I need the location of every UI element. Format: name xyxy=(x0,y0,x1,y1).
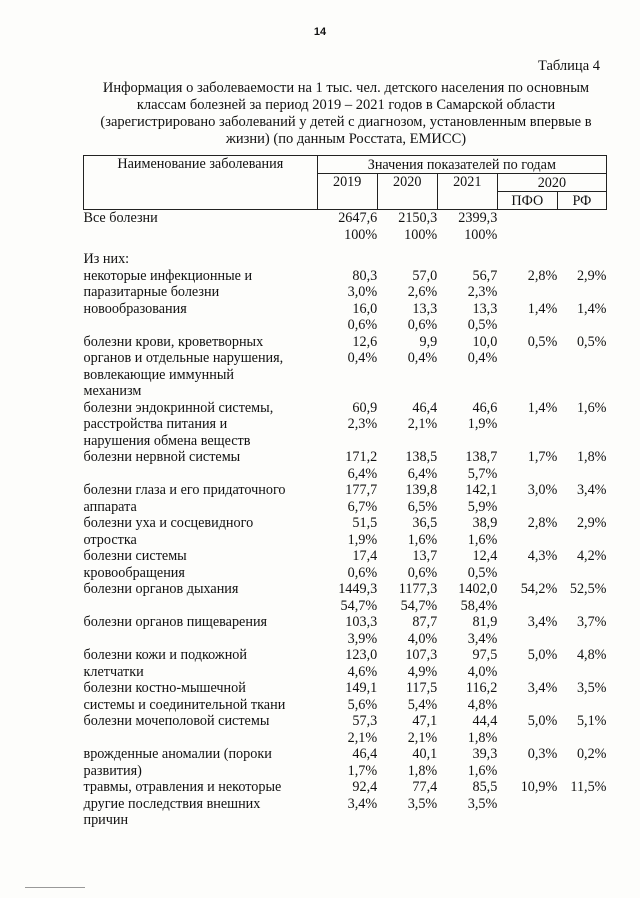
cell-rf: 52,5% xyxy=(569,581,607,597)
cell-rf: 1,4% xyxy=(576,300,607,317)
value-y2020-line: 5,4% xyxy=(407,696,438,713)
value-y2019-line: 1,9% xyxy=(347,531,378,548)
cell-disease-name xyxy=(84,647,318,680)
cell-disease-name xyxy=(84,449,318,482)
disease-name-line: болезни глаза и его придаточного xyxy=(83,482,286,498)
disease-name-line: болезни уха и сосцевидного xyxy=(83,515,254,531)
header-disease-name: Наименование заболевания xyxy=(84,156,318,210)
table-title: Информация о заболеваемости на 1 тыс. чел. детского населения по основным классам болезней за период 2019 – 2021 годов в Самарской области (зарегистрировано заболеваний у детей с диагнозом, установленным впервые в жизни) (по данным Росстата, ЕМИСС) xyxy=(100,80,592,147)
header-year-2019: 2019 xyxy=(317,174,377,210)
header-year-2021: 2021 xyxy=(437,174,497,210)
cell-y2019 xyxy=(317,210,377,244)
disease-name-line: болезни мочеполовой системы xyxy=(83,713,270,729)
value-y2019-line: 60,9 xyxy=(352,399,378,416)
value-y2019-line: 4,6% xyxy=(347,663,378,680)
cell-rf: 2,9% xyxy=(576,267,607,284)
value-y2020-line: 54,7% xyxy=(400,597,438,614)
cell-y2019 xyxy=(317,400,377,450)
disease-name-line: новообразования xyxy=(83,300,187,317)
cell-y2019 xyxy=(317,647,377,680)
value-y2020-line: 3,5% xyxy=(407,795,438,812)
table-row xyxy=(84,301,607,334)
value-y2021-line: 0,5% xyxy=(467,317,498,333)
value-y2021-line: 44,4 xyxy=(472,713,498,729)
value-y2019-line: 6,4% xyxy=(347,465,378,482)
cell-rf xyxy=(557,251,606,268)
cell-y2019 xyxy=(317,334,377,400)
cell-rf: 2,9% xyxy=(576,515,607,531)
header-year-2020-comparison: 2020 xyxy=(497,174,606,192)
cell-y2021 xyxy=(437,400,497,450)
cell-disease-name xyxy=(84,746,318,779)
header-pfo: ПФО xyxy=(497,192,557,210)
value-y2019-line: 0,6% xyxy=(347,317,378,333)
disease-name-line: травмы, отравления и некоторые xyxy=(83,779,282,795)
cell-pfo: 2,8% xyxy=(527,515,558,531)
value-y2020-line: 0,6% xyxy=(407,564,438,581)
value-y2020-line: 2,1% xyxy=(407,416,438,432)
value-y2020-line: 13,3 xyxy=(412,300,438,317)
cell-y2021 xyxy=(437,210,497,244)
cell-y2020 xyxy=(377,251,437,268)
value-y2021-line: 97,5 xyxy=(472,647,498,663)
value-y2019-line: 54,7% xyxy=(340,597,378,614)
table-row xyxy=(84,515,607,548)
value-y2019-line: 51,5 xyxy=(352,515,378,531)
value-y2019-line: 0,6% xyxy=(347,564,378,581)
value-y2020-line: 40,1 xyxy=(412,746,438,762)
value-y2020-line: 0,6% xyxy=(407,317,438,333)
cell-rf: 0,5% xyxy=(576,333,607,350)
value-y2020-line: 107,3 xyxy=(405,647,438,663)
cell-y2019 xyxy=(317,482,377,515)
table-row xyxy=(84,581,607,614)
cell-y2021 xyxy=(437,680,497,713)
cell-rf: 0,2% xyxy=(576,746,607,762)
cell-disease-name xyxy=(84,515,318,548)
value-y2020-line: 139,8 xyxy=(405,482,438,498)
cell-pfo: 0,5% xyxy=(527,333,558,350)
disease-name-line: развития) xyxy=(83,762,142,779)
value-y2020-line: 9,9 xyxy=(419,333,438,350)
cell-disease-name xyxy=(84,400,318,450)
value-y2020-line: 117,5 xyxy=(405,680,438,696)
value-y2021-line: 5,9% xyxy=(467,498,498,515)
cell-pfo: 54,2% xyxy=(520,581,558,597)
table-row xyxy=(84,251,607,268)
cell-y2021 xyxy=(437,647,497,680)
value-y2019-line: 12,6 xyxy=(352,333,378,350)
cell-pfo: 1,7% xyxy=(527,449,558,465)
cell-disease-name xyxy=(84,251,318,268)
cell-disease-name xyxy=(84,334,318,400)
cell-y2020 xyxy=(377,647,437,680)
value-y2020-line: 6,5% xyxy=(407,498,438,515)
table-body xyxy=(84,210,607,829)
value-y2021-line: 100% xyxy=(464,226,498,243)
header-rf: РФ xyxy=(557,192,606,210)
value-y2019-line: 92,4 xyxy=(352,779,378,795)
value-y2020-line: 47,1 xyxy=(412,713,438,729)
cell-y2019 xyxy=(317,779,377,829)
cell-pfo xyxy=(497,251,557,268)
disease-name-line: болезни системы xyxy=(83,548,187,564)
table-row xyxy=(84,614,607,647)
table-row xyxy=(84,449,607,482)
disease-name-line: отростка xyxy=(83,531,137,548)
cell-pfo: 5,0% xyxy=(527,713,558,729)
cell-y2020 xyxy=(377,614,437,647)
cell-y2019 xyxy=(317,680,377,713)
cell-pfo: 3,4% xyxy=(527,680,558,696)
cell-y2019 xyxy=(317,449,377,482)
cell-rf: 1,6% xyxy=(576,399,607,416)
spacer-cell xyxy=(84,243,607,251)
cell-rf: 5,1% xyxy=(576,713,607,729)
value-y2021-line: 3,5% xyxy=(467,795,498,812)
value-y2021-line: 0,5% xyxy=(467,564,498,581)
value-y2019-line: 1449,3 xyxy=(338,581,378,597)
cell-pfo: 10,9% xyxy=(520,779,558,795)
value-y2021-line: 39,3 xyxy=(472,746,498,762)
value-y2020-line: 46,4 xyxy=(412,399,438,416)
value-y2020-line: 4,0% xyxy=(407,630,438,647)
table-row xyxy=(84,779,607,829)
cell-disease-name xyxy=(84,779,318,829)
value-y2019-line: 103,3 xyxy=(345,614,378,630)
cell-pfo: 2,8% xyxy=(527,267,558,284)
disease-name-line: механизм xyxy=(83,383,142,399)
value-y2021-line: 4,8% xyxy=(467,696,498,713)
cell-y2019 xyxy=(317,268,377,301)
value-y2021-line: 12,4 xyxy=(472,548,498,564)
value-y2020-line: 57,0 xyxy=(412,267,438,284)
value-y2020-line: 87,7 xyxy=(412,614,438,630)
value-y2019-line: 5,6% xyxy=(347,696,378,713)
cell-y2019 xyxy=(317,251,377,268)
value-y2020-line: 77,4 xyxy=(412,779,438,795)
table-row xyxy=(84,210,607,244)
value-y2021-line: 5,7% xyxy=(467,465,498,482)
cell-y2020 xyxy=(377,548,437,581)
value-y2020-line: 1177,3 xyxy=(398,581,438,597)
disease-name-line: врожденные аномалии (пороки xyxy=(83,746,272,762)
value-y2021-line: 38,9 xyxy=(472,515,498,531)
cell-y2020 xyxy=(377,482,437,515)
value-y2020-line: 1,8% xyxy=(407,762,438,779)
cell-y2020 xyxy=(377,779,437,829)
table-row xyxy=(84,334,607,400)
cell-disease-name xyxy=(84,548,318,581)
value-y2021-line: 3,4% xyxy=(467,630,498,647)
cell-y2021 xyxy=(437,515,497,548)
value-y2021-line: 138,7 xyxy=(465,449,498,465)
value-y2021-line: 58,4% xyxy=(460,597,498,614)
table-row xyxy=(84,713,607,746)
disease-name-line: паразитарные болезни xyxy=(83,284,220,300)
disease-name-line: болезни крови, кроветворных xyxy=(83,333,264,350)
cell-pfo: 4,3% xyxy=(527,548,558,564)
value-y2019-line: 2,3% xyxy=(347,416,378,432)
table-row xyxy=(84,482,607,515)
value-y2019-line: 57,3 xyxy=(352,713,378,729)
cell-y2020 xyxy=(377,268,437,301)
value-y2021-line: 56,7 xyxy=(472,267,498,284)
disease-name-line: органов и отдельные нарушения, xyxy=(83,350,284,366)
value-y2020-line: 4,9% xyxy=(407,663,438,680)
value-y2020-line: 100% xyxy=(404,226,438,243)
disease-name-line: причин xyxy=(83,812,129,828)
value-y2021-line: 116,2 xyxy=(465,680,498,696)
value-y2019-line: 80,3 xyxy=(352,267,378,284)
cell-y2020 xyxy=(377,334,437,400)
value-y2021-line: 10,0 xyxy=(472,333,498,350)
value-y2019-line: 3,4% xyxy=(347,795,378,812)
value-y2020-line: 6,4% xyxy=(407,465,438,482)
value-y2020-line: 36,5 xyxy=(412,515,438,531)
cell-pfo: 1,4% xyxy=(527,399,558,416)
disease-name-line: расстройства питания и xyxy=(83,416,228,432)
cell-y2019 xyxy=(317,713,377,746)
table-row xyxy=(84,680,607,713)
cell-y2020 xyxy=(377,581,437,614)
cell-y2021 xyxy=(437,746,497,779)
cell-y2021 xyxy=(437,251,497,268)
disease-name-line: некоторые инфекционные и xyxy=(83,267,253,284)
table-row xyxy=(84,647,607,680)
cell-pfo: 5,0% xyxy=(527,647,558,663)
cell-y2021 xyxy=(437,581,497,614)
cell-disease-name xyxy=(84,268,318,301)
cell-y2021 xyxy=(437,779,497,829)
table-row xyxy=(84,268,607,301)
cell-y2020 xyxy=(377,449,437,482)
cell-rf: 3,5% xyxy=(576,680,607,696)
value-y2021-line: 1,8% xyxy=(467,729,498,746)
value-y2019-line: 123,0 xyxy=(345,647,378,663)
cell-pfo: 3,4% xyxy=(527,614,558,630)
cell-y2021 xyxy=(437,548,497,581)
value-y2021-line: 1,6% xyxy=(467,531,498,548)
cell-y2021 xyxy=(437,268,497,301)
cell-disease-name xyxy=(84,614,318,647)
cell-pfo xyxy=(497,210,557,244)
value-y2019-line: 2,1% xyxy=(347,729,378,746)
disease-name-line: вовлекающие иммунный xyxy=(83,366,234,383)
cell-rf: 4,2% xyxy=(576,548,607,564)
cell-y2020 xyxy=(377,746,437,779)
value-y2019-line: 1,7% xyxy=(347,762,378,779)
value-y2021-line: 1402,0 xyxy=(458,581,498,597)
cell-y2019 xyxy=(317,746,377,779)
value-y2020-line: 2,6% xyxy=(407,284,438,300)
value-y2021-line: 46,6 xyxy=(472,399,498,416)
value-y2020-line: 1,6% xyxy=(407,531,438,548)
cell-y2020 xyxy=(377,680,437,713)
cell-y2019 xyxy=(317,301,377,334)
value-y2019-line: 177,7 xyxy=(345,482,378,498)
disease-name-line: болезни органов пищеварения xyxy=(83,614,268,630)
cell-y2020 xyxy=(377,713,437,746)
cell-y2020 xyxy=(377,301,437,334)
table-label: Таблица 4 xyxy=(537,58,600,74)
cell-y2021 xyxy=(437,449,497,482)
cell-rf: 4,8% xyxy=(576,647,607,663)
cell-pfo: 0,3% xyxy=(527,746,558,762)
cell-rf: 11,5% xyxy=(570,779,607,795)
disease-name-line: Из них: xyxy=(83,251,130,267)
cell-rf: 1,8% xyxy=(576,449,607,465)
value-y2019-line: 100% xyxy=(344,226,378,243)
header-year-2020: 2020 xyxy=(377,174,437,210)
cell-disease-name xyxy=(84,713,318,746)
value-y2020-line: 138,5 xyxy=(405,449,438,465)
cell-y2019 xyxy=(317,614,377,647)
cell-y2020 xyxy=(377,210,437,244)
cell-y2019 xyxy=(317,548,377,581)
value-y2019-line: 3,9% xyxy=(347,630,378,647)
value-y2020-line: 2150,3 xyxy=(398,210,438,226)
value-y2021-line: 2,3% xyxy=(467,284,498,300)
value-y2021-line: 2399,3 xyxy=(458,210,498,226)
cell-rf xyxy=(557,210,606,244)
table-row xyxy=(84,400,607,450)
scan-mark-line xyxy=(25,887,85,888)
value-y2019-line: 6,7% xyxy=(347,498,378,515)
disease-name-line: другие последствия внешних xyxy=(83,795,261,812)
value-y2021-line: 13,3 xyxy=(472,300,498,317)
value-y2019-line: 171,2 xyxy=(345,449,378,465)
cell-y2021 xyxy=(437,334,497,400)
cell-pfo: 1,4% xyxy=(527,300,558,317)
value-y2021-line: 81,9 xyxy=(472,614,498,630)
disease-name-line: кровообращения xyxy=(83,564,185,581)
value-y2021-line: 85,5 xyxy=(472,779,498,795)
cell-y2021 xyxy=(437,713,497,746)
spacer-row xyxy=(84,243,607,251)
value-y2021-line: 142,1 xyxy=(465,482,498,498)
cell-y2020 xyxy=(377,400,437,450)
header-values-by-year: Значения показателей по годам xyxy=(317,156,606,174)
cell-pfo: 3,0% xyxy=(527,482,558,498)
value-y2020-line: 2,1% xyxy=(407,729,438,746)
value-y2021-line: 0,4% xyxy=(467,350,498,366)
value-y2020-line: 0,4% xyxy=(407,350,438,366)
table-header xyxy=(84,156,607,210)
cell-y2020 xyxy=(377,515,437,548)
value-y2019-line: 0,4% xyxy=(347,350,378,366)
disease-name-line: системы и соединительной ткани xyxy=(83,696,286,713)
cell-y2019 xyxy=(317,515,377,548)
cell-y2021 xyxy=(437,301,497,334)
disease-name-line: нарушения обмена веществ xyxy=(83,432,251,449)
disease-name-line: болезни кожи и подкожной xyxy=(83,647,247,663)
cell-rf: 3,7% xyxy=(576,614,607,630)
value-y2019-line: 17,4 xyxy=(352,548,378,564)
cell-disease-name xyxy=(84,301,318,334)
cell-disease-name xyxy=(84,581,318,614)
disease-name-line: болезни нервной системы xyxy=(83,449,241,465)
disease-name-line: Все болезни xyxy=(83,210,158,226)
value-y2019-line: 2647,6 xyxy=(338,210,378,226)
value-y2020-line: 13,7 xyxy=(412,548,438,564)
cell-disease-name xyxy=(84,482,318,515)
value-y2021-line: 4,0% xyxy=(467,663,498,680)
disease-name-line: аппарата xyxy=(83,498,137,515)
cell-rf: 3,4% xyxy=(576,482,607,498)
morbidity-table xyxy=(83,155,607,829)
cell-y2021 xyxy=(437,614,497,647)
cell-y2021 xyxy=(437,482,497,515)
cell-disease-name xyxy=(84,210,318,244)
value-y2019-line: 3,0% xyxy=(347,284,378,300)
page-number: 14 xyxy=(313,26,327,38)
cell-y2019 xyxy=(317,581,377,614)
disease-name-line: болезни костно-мышечной xyxy=(83,680,246,696)
value-y2021-line: 1,6% xyxy=(467,762,498,779)
value-y2019-line: 149,1 xyxy=(345,680,378,696)
value-y2019-line: 46,4 xyxy=(352,746,378,762)
disease-name-line: клетчатки xyxy=(83,663,144,680)
table-row xyxy=(84,746,607,779)
value-y2019-line: 16,0 xyxy=(352,300,378,317)
value-y2021-line: 1,9% xyxy=(467,416,498,432)
disease-name-line: болезни органов дыхания xyxy=(83,581,239,597)
cell-disease-name xyxy=(84,680,318,713)
disease-name-line: болезни эндокринной системы, xyxy=(83,399,274,416)
table-row xyxy=(84,548,607,581)
